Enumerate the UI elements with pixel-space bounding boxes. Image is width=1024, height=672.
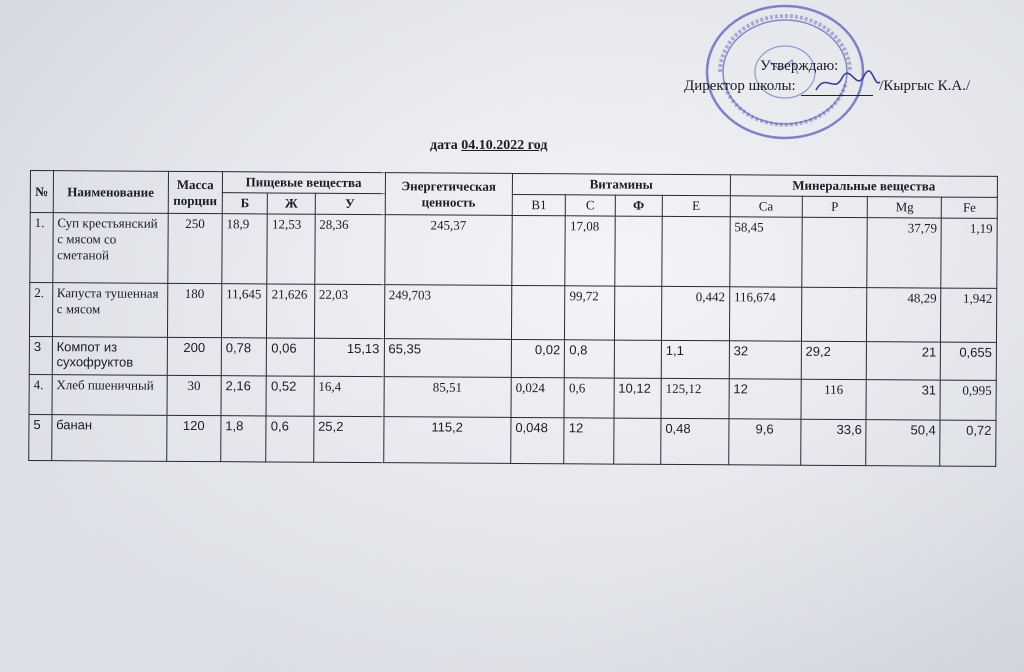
cell-f: [614, 340, 661, 378]
col-p: P: [802, 196, 868, 217]
cell-mass: 250: [168, 213, 223, 283]
cell-fe: 0,655: [941, 342, 997, 380]
cell-p: 116: [801, 379, 867, 419]
col-b: Б: [222, 193, 268, 214]
nutrition-table: [28, 170, 998, 467]
menu-date: [430, 138, 547, 154]
cell-zh: 0,52: [266, 376, 314, 416]
cell-b: 11,645: [221, 284, 267, 338]
cell-c: 12: [564, 418, 614, 464]
cell-c: 99,72: [565, 286, 615, 340]
cell-mass: 200: [167, 337, 221, 375]
cell-b1: 0,048: [511, 417, 565, 463]
approve-label: Утверждаю:: [760, 58, 839, 74]
col-fe: Fe: [942, 197, 998, 218]
cell-c: 0,8: [565, 340, 615, 378]
col-zh: Ж: [268, 193, 315, 214]
cell-u: 15,13: [314, 338, 384, 376]
cell-p: 33,6: [800, 419, 866, 465]
col-c: C: [566, 195, 615, 216]
cell-mass: 30: [167, 375, 221, 415]
cell-name: Суп крестьянский с мясом со сметаной: [52, 213, 168, 284]
col-u: У: [315, 193, 385, 214]
cell-energy: 115,2: [383, 417, 511, 464]
table-row: [30, 213, 997, 289]
col-mg: Mg: [868, 197, 942, 218]
cell-energy: 65,35: [384, 339, 512, 378]
cell-u: 16,4: [314, 376, 384, 416]
col-mass: Масса порции: [168, 171, 222, 213]
cell-num: 4.: [29, 374, 52, 414]
cell-zh: 0,06: [267, 338, 314, 376]
col-name: Наименование: [53, 171, 168, 214]
cell-num: 5: [29, 414, 52, 460]
cell-e: 125,12: [661, 378, 729, 418]
cell-zh: 21,626: [267, 284, 315, 338]
table-row: [29, 336, 996, 380]
cell-b: 0,78: [221, 338, 267, 376]
cell-mg: 21: [867, 342, 941, 380]
cell-f: [614, 216, 662, 286]
cell-name: Компот из сухофруктов: [52, 337, 167, 376]
cell-mg: 48,29: [867, 288, 941, 342]
cell-p: [801, 217, 867, 287]
cell-f: [614, 286, 662, 340]
cell-ca: 9,6: [728, 419, 800, 465]
cell-mass: 180: [167, 283, 221, 337]
col-energy: Энергетическая ценность: [385, 173, 513, 216]
cell-ca: 12: [729, 379, 801, 419]
cell-fe: 0,72: [940, 420, 996, 466]
date-value: 04.10.2022 год: [461, 138, 548, 153]
cell-b: 18,9: [222, 214, 268, 284]
cell-ca: 58,45: [730, 217, 802, 287]
cell-e: [662, 216, 730, 286]
cell-num: 3: [29, 336, 52, 374]
cell-b1: 0,024: [511, 377, 565, 417]
cell-u: 22,03: [314, 284, 384, 338]
col-f: Ф: [615, 195, 662, 216]
cell-mg: 37,79: [867, 218, 941, 288]
cell-e: 0,442: [661, 286, 729, 340]
cell-ca: 116,674: [729, 287, 801, 341]
cell-b: 2,16: [221, 376, 267, 416]
cell-e: 1,1: [661, 340, 729, 378]
cell-u: 25,2: [313, 416, 383, 462]
cell-p: 29,2: [801, 341, 867, 379]
cell-u: 28,36: [314, 214, 384, 284]
cell-b1: [512, 215, 566, 285]
director-signature: [812, 68, 882, 98]
table-row: [29, 374, 996, 420]
cell-num: 1.: [30, 213, 53, 283]
cell-fe: 0,995: [940, 380, 996, 420]
cell-energy: 249,703: [384, 285, 512, 340]
col-vitamins: Витамины: [512, 173, 730, 195]
date-prefix: дата: [430, 138, 458, 153]
cell-mass: 120: [166, 415, 220, 461]
col-ca: Ca: [730, 196, 802, 217]
director-name: /Кыргыс К.А./: [879, 78, 971, 94]
cell-c: 17,08: [565, 216, 615, 286]
col-e: Е: [662, 195, 730, 216]
cell-b: 1,8: [221, 416, 267, 462]
cell-name: Хлеб пшеничный: [52, 375, 167, 416]
cell-f: [613, 418, 661, 464]
col-b1: B1: [512, 194, 566, 215]
col-minerals: Минеральные вещества: [730, 175, 997, 198]
cell-energy: 245,37: [384, 215, 512, 286]
cell-f: 10,12: [614, 378, 662, 418]
cell-name: Капуста тушенная с мясом: [52, 283, 167, 338]
director-label: Директор школы:: [684, 78, 796, 94]
table-row: [29, 283, 996, 343]
header-row-1: [30, 171, 997, 198]
cell-c: 0,6: [564, 378, 614, 418]
cell-fe: 1,942: [941, 288, 997, 342]
cell-zh: 0,6: [266, 416, 314, 462]
cell-e: 0,48: [661, 418, 729, 464]
cell-fe: 1,19: [941, 218, 997, 288]
cell-mg: 50,4: [866, 420, 940, 466]
cell-zh: 12,53: [267, 214, 315, 284]
cell-p: [801, 287, 867, 341]
cell-mg: 31: [866, 380, 940, 420]
cell-energy: 85,51: [384, 377, 512, 418]
cell-b1: 0,02: [511, 339, 565, 377]
cell-name: банан: [51, 415, 166, 462]
table-row: [29, 414, 996, 466]
cell-num: 2.: [29, 283, 52, 337]
cell-ca: 32: [729, 341, 801, 379]
cell-b1: [511, 285, 565, 339]
col-nutrients: Пищевые вещества: [222, 172, 385, 194]
col-num: №: [30, 171, 53, 213]
